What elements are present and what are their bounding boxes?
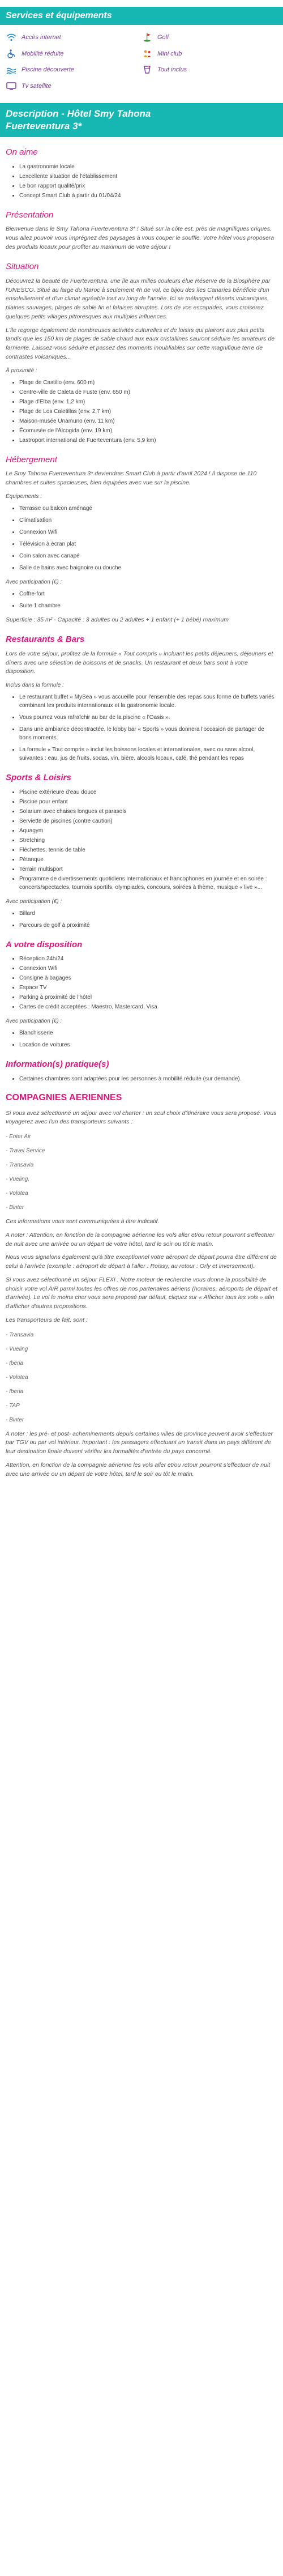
list-item: • Écomusée de l'Alcogida (env. 19 km) bbox=[19, 427, 277, 435]
description-header bbox=[0, 103, 283, 137]
list-item: • Réception 24h/24 bbox=[19, 955, 277, 963]
airline-item: - Travel Service bbox=[6, 1148, 45, 1155]
list-item: • Aquagym bbox=[19, 827, 277, 835]
list-item: • Connexion Wifi bbox=[19, 528, 277, 537]
list-item: • Climatisation bbox=[19, 516, 277, 525]
situation-text-1: Découvrez la beauté de Fuerteventura, une île aux milles couleurs élue Réserve de la Biosphère par l'UNESCO. Situé au large du Maroc à seulement 4h de vol, ce bijou des îles Canaries bénéficie d'un ensoleillement et d'un climat agréable tout au long de l'année. Ici se mélangent déserts volcaniques, plaines sauvages, plages de sable fin et falaises abruptes. Lors de vos escapades, vous croiserez quelques petits villages pittoresques aux multiples influences. bbox=[6, 277, 271, 320]
airline-item: - Vueling bbox=[6, 1346, 28, 1352]
disposition-paid-list bbox=[6, 1029, 277, 1049]
service-label: Tv satellite bbox=[22, 82, 52, 90]
included-label: Inclus dans la formule : bbox=[6, 682, 64, 689]
service-pool bbox=[6, 65, 142, 75]
list-item: • Coffre-fort bbox=[19, 590, 277, 598]
service-label: Mini club bbox=[157, 50, 182, 57]
sports-list bbox=[6, 788, 277, 892]
airline-item: - Transavia bbox=[6, 1331, 34, 1338]
list-item: • Programme de divertissements quotidiens internationaux et francophones en journée et en soirée : concerts/spectacles, tournois sportifs, olympiades, concours, soirées à thème, musique « live »... bbox=[19, 875, 277, 892]
section-title-restaurants: Restaurants & Bars bbox=[6, 635, 85, 645]
service-tv bbox=[6, 82, 142, 91]
list-item: • Terrain multisport bbox=[19, 865, 277, 874]
list-item: • Location de voitures bbox=[19, 1041, 277, 1049]
airlines-note-5: Attention, en fonction de la compagnie aérienne les vols aller et/ou retour pourront s'effectuer de nuit avec une arrivée ou un départ de votre hôtel, tard le soir ou tôt le matin. bbox=[6, 1461, 271, 1478]
hebergement-paid-list bbox=[6, 590, 277, 610]
list-item: • Plage de Castillo (env. 600 m) bbox=[19, 378, 277, 387]
list-item: • Piscine pour enfant bbox=[19, 798, 277, 806]
list-item: • Télévision à écran plat bbox=[19, 540, 277, 548]
mini-club-icon bbox=[142, 49, 153, 58]
disposition-list bbox=[6, 955, 277, 1011]
list-item: • Cartes de crédit acceptées : Maestro, Mastercard, Visa bbox=[19, 1003, 277, 1011]
list-item: • Le restaurant buffet « MySea » vous accueille pour l'ensemble des repas sous forme de buffets variés combinant les produits internationaux et la gastronomie locale. bbox=[19, 693, 277, 710]
list-item: • Lastroport international de Fuerteventura (env. 5,9 km) bbox=[19, 436, 277, 445]
service-mobility bbox=[6, 49, 142, 59]
description-title-line1: Description - Hôtel Smy Tahona bbox=[6, 108, 151, 119]
list-item: • Blanchisserie bbox=[19, 1029, 277, 1037]
on-aime-list bbox=[6, 163, 277, 200]
services-grid bbox=[0, 25, 283, 99]
list-item: • Espace TV bbox=[19, 983, 277, 992]
section-title-on-aime: On aime bbox=[6, 147, 38, 157]
hebergement-paid-label: Avec participation (€) : bbox=[6, 578, 62, 585]
golf-icon bbox=[142, 33, 153, 42]
services-header bbox=[0, 7, 283, 25]
services-title: Services et équipements bbox=[6, 11, 112, 20]
situation-text-2: L'île regorge également de nombreuses activités culturelles et de loisirs qui plairont aux plus petits tandis que les 150 km de plages de sable chaud aux eaux cristallines sauront séduire les amateurs de farniente. Laissez-vous séduire et passez des moments inoubliables sur cette magnifique terre de contrastes volcaniques... bbox=[6, 326, 275, 360]
list-item: • Parking à proximité de l'hôtel bbox=[19, 993, 277, 1002]
airline-item: - Volotea bbox=[6, 1374, 28, 1381]
list-item: • Solarium avec chaises longues et parasols bbox=[19, 807, 277, 816]
info-list bbox=[6, 1075, 277, 1083]
list-item: • Suite 1 chambre bbox=[19, 602, 277, 610]
list-item: • Pétanque bbox=[19, 855, 277, 864]
all-inclusive-icon bbox=[142, 65, 153, 74]
list-item: • Consigne à bagages bbox=[19, 974, 277, 982]
list-item: • Plage de Los Caletillas (env. 2,7 km) bbox=[19, 407, 277, 416]
disposition-paid-label: Avec participation (€) : bbox=[6, 1018, 62, 1025]
proximity-list bbox=[6, 378, 277, 445]
airline-item: - Binter bbox=[6, 1416, 24, 1423]
airline-item: - Binter bbox=[6, 1204, 24, 1211]
list-item: • La gastronomie locale bbox=[19, 163, 277, 171]
wifi-icon bbox=[6, 33, 17, 42]
list-item: • Terrasse ou balcon aménagé bbox=[19, 504, 277, 513]
equipements-list bbox=[6, 504, 277, 572]
airline-item: - Transavia bbox=[6, 1162, 34, 1169]
airlines-intro: Si vous avez sélectionné un séjour avec vol charter : un seul choix d'itinéraire vous sera proposé. Vous voyagerez avec l'un des transporteurs suivants : bbox=[6, 1109, 277, 1126]
description-title-line2: Fuerteventura 3* bbox=[6, 121, 82, 132]
airline-item: - Iberia bbox=[6, 1388, 24, 1395]
airline-item: - Enter Air bbox=[6, 1134, 31, 1140]
proximity-label: À proximité : bbox=[6, 367, 37, 374]
airlines-note-4: A noter : les pré- et post- acheminements depuis certaines villes de province peuvent avoir s'effectuer par TGV ou par vol intérieur. Important : les passagers effectuant un transit dans un pays différent de leur destination finale doivent vérifier les formalités d'entrée du pays concerné. bbox=[6, 1430, 273, 1455]
list-item: • Parcours de golf à proximité bbox=[19, 921, 277, 930]
hebergement-text: Le Smy Tahona Fuerteventura 3* deviendras Smart Club à partir d'avril 2024 ! Il dispose de 110 chambres et suites spacieuses, bien équipées avec vue sur la piscine. bbox=[6, 470, 257, 486]
list-item: • Dans une ambiance décontractée, le lobby bar « Sports » vous donnera l'occasion de partager de bons moments. bbox=[19, 725, 277, 742]
list-item: • Vous pourrez vous rafraîchir au bar de la piscine « l'Oasis ». bbox=[19, 713, 277, 722]
section-title-info: Information(s) pratique(s) bbox=[6, 1059, 109, 1070]
list-item: • Le bon rapport qualité/prix bbox=[19, 182, 277, 190]
service-all-inclusive bbox=[142, 65, 277, 75]
list-item: • La formule « Tout compris » inclut les boissons locales et internationales, avec ou sans alcool, suivantes : eau, jus de fruits, sodas, vin, bière, alcools locaux, café, thé pendant les repas bbox=[19, 746, 277, 763]
sports-paid-label: Avec participation (€) : bbox=[6, 898, 62, 905]
restaurants-list bbox=[6, 693, 277, 763]
section-title-disposition: A votre disposition bbox=[6, 939, 83, 949]
airline-item: - Iberia bbox=[6, 1360, 24, 1366]
list-item: • Centre-ville de Caleta de Fuste (env. 650 m) bbox=[19, 388, 277, 397]
restaurants-text: Lors de votre séjour, profitez de la formule « Tout compris » incluant les petits déjeuners, déjeuners et dîners avec une sélection de boissons et de snacks. Un restaurant et deux bars sont à votre disposition. bbox=[6, 650, 273, 675]
list-item: • Lexcellente situation de l'établissement bbox=[19, 172, 277, 181]
airline-item: - Vueling, bbox=[6, 1176, 30, 1183]
list-item: • Piscine extérieure d'eau douce bbox=[19, 788, 277, 797]
section-title-presentation: Présentation bbox=[6, 210, 54, 220]
section-title-situation: Situation bbox=[6, 262, 39, 272]
list-item: • Connexion Wifi bbox=[19, 964, 277, 973]
presentation-text: Bienvenue dans le Smy Tahona Fuerteventura 3* ! Situé sur la côte est, près de magnifiques criques, vous allez pouvoir vous imprégnez des paysages à vous couper le souffle. Votre hôtel vous proposera des produits locaux pour profiter au maximum de votre séjour ! bbox=[6, 225, 275, 250]
service-label: Tout inclus bbox=[157, 66, 187, 73]
surface-text: Superficie : 35 m² - Capacité : 3 adultes ou 2 adultes + 1 enfant (+ 1 bébé) maximum bbox=[6, 616, 229, 623]
service-golf bbox=[142, 33, 277, 42]
tv-icon bbox=[6, 82, 17, 91]
list-item: • Plage d'Elba (env. 1,2 km) bbox=[19, 398, 277, 406]
list-item: • Stretching bbox=[19, 836, 277, 845]
section-title-sports: Sports & Loisirs bbox=[6, 773, 71, 783]
service-label: Mobilité réduite bbox=[22, 50, 64, 57]
list-item: • Certaines chambres sont adaptées pour les personnes à mobilité réduite (sur demande). bbox=[19, 1075, 277, 1083]
list-item: • Concept Smart Club à partir du 01/04/24 bbox=[19, 191, 277, 200]
pool-icon bbox=[6, 65, 17, 74]
airlines-note-3: Nous vous signalons également qu'à titre exceptionnel votre aéroport de départ pourra être différent de celui à l'arrivée (exemple : aéroport de départ à l'aller : Roissy, au retour : Orly et inversement). bbox=[6, 1254, 277, 1270]
airline-item: - TAP bbox=[6, 1402, 20, 1409]
service-mini-club bbox=[142, 49, 277, 59]
list-item: • Coin salon avec canapé bbox=[19, 552, 277, 560]
airlines-list2-label: Les transporteurs de fait, sont : bbox=[6, 1316, 88, 1323]
list-item: • Maison-musée Unamuno (env. 11 km) bbox=[19, 417, 277, 425]
sports-paid-list bbox=[6, 909, 277, 930]
wheelchair-icon bbox=[6, 49, 17, 58]
equipements-label: Équipements : bbox=[6, 493, 42, 500]
airlines-flex-intro: Si vous avez sélectionné un séjour FLEXI : Notre moteur de recherche vous donne la possibilité de choisir votre vol A/R parmi toutes les offres de nos partenaires aériens (horaires, aéroports de départ et d'arrivée). Le vol le moins cher vous sera proposé par défaut, cliquez sur « Afficher tous les vols » afin d'afficher d'autres propositions. bbox=[6, 1276, 277, 1310]
service-internet bbox=[6, 33, 142, 42]
service-label: Piscine découverte bbox=[22, 66, 74, 73]
airlines-note-1: Ces informations vous sont communiquées à titre indicatif. bbox=[6, 1218, 160, 1225]
service-label: Accès internet bbox=[22, 34, 61, 41]
section-title-hebergement: Hébergement bbox=[6, 454, 57, 465]
list-item: • Fléchettes, tennis de table bbox=[19, 846, 277, 854]
list-item: • Billard bbox=[19, 909, 277, 918]
section-title-airlines: COMPAGNIES AERIENNES bbox=[6, 1092, 122, 1102]
service-label: Golf bbox=[157, 34, 169, 41]
list-item: • Salle de bains avec baignoire ou douche bbox=[19, 564, 277, 572]
airline-item: - Volotea bbox=[6, 1190, 28, 1197]
description-content bbox=[0, 146, 283, 1479]
list-item: • Serviette de piscines (contre caution) bbox=[19, 817, 277, 825]
airlines-note-2: A noter : Attention, en fonction de la compagnie aérienne les vols aller et/ou retour pourront s'effectuer de nuit avec une arrivée ou un départ de votre hôtel, tard le soir ou tôt le matin. bbox=[6, 1231, 275, 1247]
